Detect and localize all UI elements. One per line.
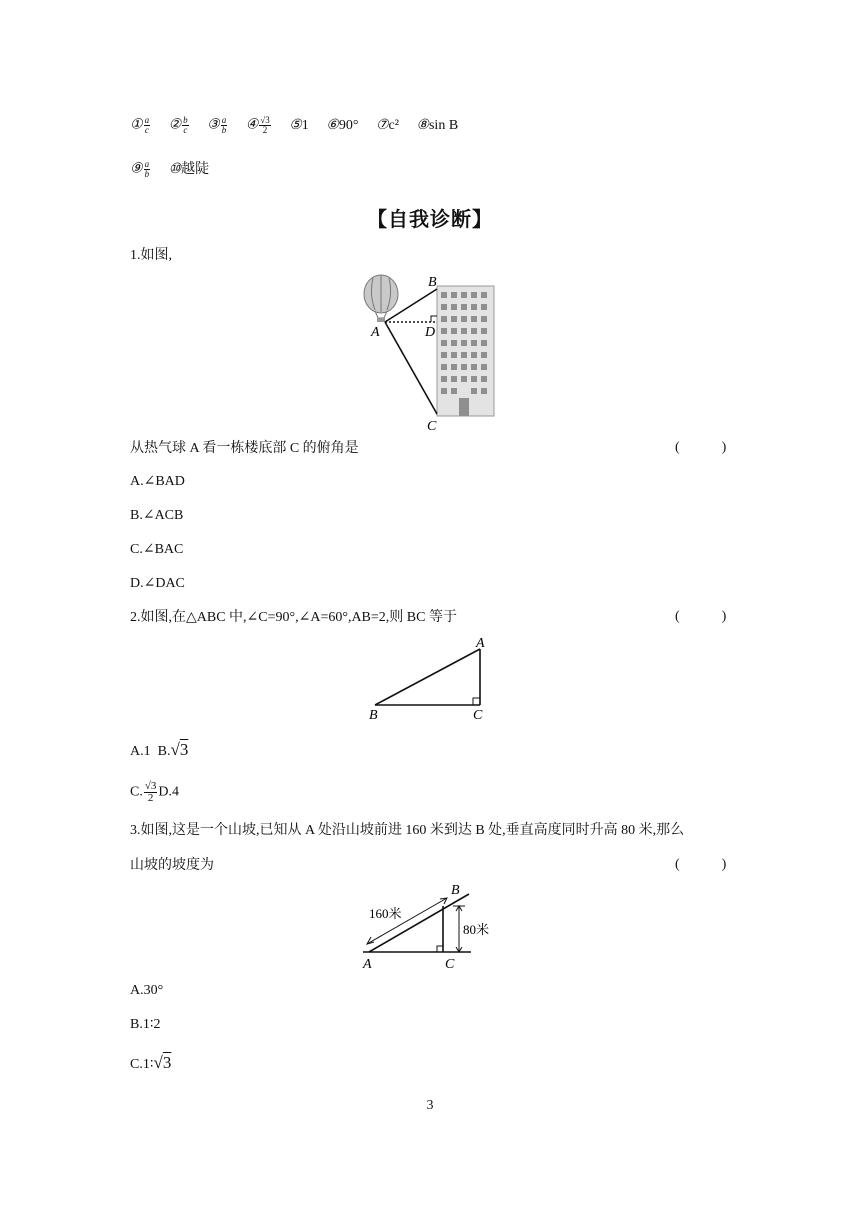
- q1-label-A: A: [371, 325, 380, 340]
- q1-option-c: C.∠BAC: [130, 542, 184, 557]
- q3-option-b: B.1∶2: [130, 1017, 161, 1032]
- q1-stem: 1.如图,: [130, 248, 172, 263]
- q2-triangle-figure: [365, 635, 495, 721]
- q1-figure: [355, 270, 500, 432]
- answer-10: ⑩越陡: [168, 161, 210, 177]
- answer-1: ① $\frac{a}{c}$: [130, 115, 150, 135]
- q1-label-B: B: [428, 275, 437, 290]
- answer-2: ② $\frac{b}{c}$: [168, 115, 188, 135]
- answer-5: ⑤1: [289, 117, 309, 133]
- q3-option-c: C.1∶√3: [130, 1053, 172, 1072]
- q3-label-A: A: [363, 957, 372, 972]
- q3-label-height: 80米: [463, 922, 490, 937]
- q1-question: 从热气球 A 看一栋楼底部 C 的俯角是: [130, 441, 359, 456]
- q1-answer-paren: ( ): [675, 440, 727, 455]
- answer-8: ⑧sin B: [416, 117, 459, 133]
- q1-label-D: D: [425, 325, 436, 340]
- q2-options-ab: A.1 B.√3: [130, 740, 189, 759]
- answer-4: ④ $\frac{√3}{2}$: [245, 115, 270, 135]
- q1-option-d: D.∠DAC: [130, 576, 185, 591]
- answer-9: ⑨ $\frac{a}{b}$: [130, 159, 150, 179]
- q2-answer-paren: ( ): [675, 609, 727, 624]
- q1-option-a: A.∠BAD: [130, 474, 185, 489]
- q1-option-b: B.∠ACB: [130, 508, 184, 523]
- building-image: [437, 286, 494, 416]
- q3-slope-figure: [355, 880, 505, 972]
- q3-stem-line-2: 山坡的坡度为: [130, 858, 214, 873]
- q3-stem-line-1: 3.如图,这是一个山坡,已知从 A 处沿山坡前进 160 米到达 B 处,垂直高度同时升高 80 米,那么: [130, 823, 685, 838]
- q3-label-C: C: [445, 957, 455, 972]
- q1-label-C: C: [427, 419, 437, 432]
- q3-label-B: B: [451, 883, 460, 898]
- q3-answer-paren: ( ): [675, 857, 727, 872]
- section-title: 【自我诊断】: [367, 207, 493, 231]
- answer-row-2: [130, 160, 223, 179]
- q3-option-a: A.30°: [130, 983, 164, 998]
- answer-6: ⑥90°: [326, 117, 359, 133]
- balloon-icon: [364, 275, 398, 322]
- q3-label-slope: 160米: [369, 906, 402, 921]
- q2-options-cd: C. $\frac{√3}{2}$ D.4: [130, 780, 180, 804]
- q2-stem: 2.如图,在△ABC 中,∠C=90°,∠A=60°,AB=2,则 BC 等于: [130, 610, 457, 625]
- q2-label-C: C: [473, 708, 483, 721]
- answer-7: ⑦c²: [375, 117, 399, 133]
- q2-label-A: A: [476, 636, 485, 651]
- q2-label-B: B: [369, 708, 378, 721]
- page-number: 3: [426, 1098, 434, 1113]
- answer-3: ③ $\frac{a}{b}$: [207, 115, 227, 135]
- answer-row-1: [130, 116, 472, 135]
